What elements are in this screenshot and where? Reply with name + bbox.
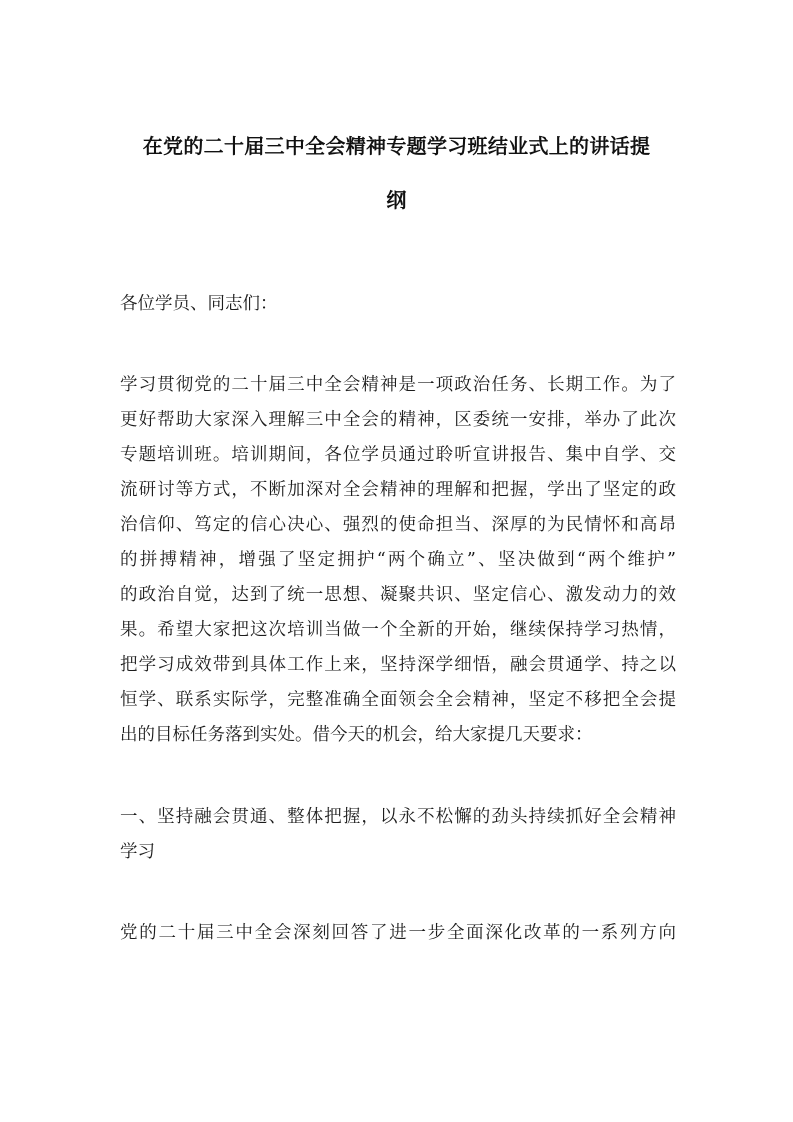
heading-line: 一、坚持融会贯通、整体把握，以永不松懈的劲头持续抓好全会精神 <box>120 807 676 827</box>
paragraph-line: 的拼搏精神，增强了坚定拥护“两个确立”、坚决做到“两个维护” <box>120 550 676 570</box>
paragraph-line: 学习贯彻党的二十届三中全会精神是一项政治任务、长期工作。为了 <box>120 375 676 395</box>
salutation: 各位学员、同志们： <box>120 294 278 314</box>
document-title-line-2: 纲 <box>386 188 407 212</box>
paragraph-line: 党的二十届三中全会深刻回答了进一步全面深化改革的一系列方向 <box>120 923 676 943</box>
paragraph-line: 果。希望大家把这次培训当做一个全新的开始，继续保持学习热情， <box>120 620 676 640</box>
paragraph-line: 恒学、联系实际学，完整准确全面领会全会精神，坚定不移把全会提 <box>120 690 676 710</box>
paragraph-line: 更好帮助大家深入理解三中全会的精神，区委统一安排，举办了此次 <box>120 410 676 430</box>
document-title-line-1: 在党的二十届三中全会精神专题学习班结业式上的讲话提 <box>142 134 651 158</box>
heading-line: 学习 <box>120 842 155 862</box>
paragraph-line: 出的目标任务落到实处。借今天的机会，给大家提几天要求： <box>120 725 593 745</box>
paragraph-line: 的政治自觉，达到了统一思想、凝聚共识、坚定信心、激发动力的效 <box>120 585 676 605</box>
paragraph-line: 治信仰、笃定的信心决心、强烈的使命担当、深厚的为民情怀和高昂 <box>120 515 676 535</box>
paragraph-line: 流研讨等方式，不断加深对全会精神的理解和把握，学出了坚定的政 <box>120 480 676 500</box>
paragraph-line: 把学习成效带到具体工作上来，坚持深学细悟，融会贯通学、持之以 <box>120 655 676 675</box>
paragraph-line: 专题培训班。培训期间，各位学员通过聆听宣讲报告、集中自学、交 <box>120 445 676 465</box>
